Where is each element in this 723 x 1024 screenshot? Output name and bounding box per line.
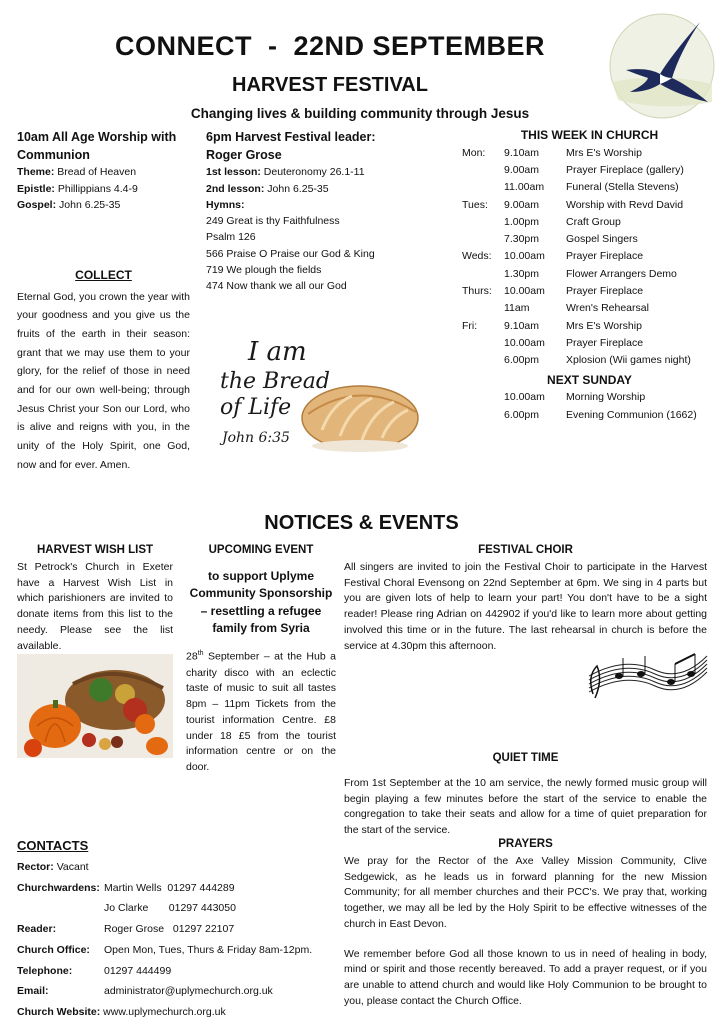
harvest-image	[17, 654, 173, 758]
morning-service	[17, 128, 195, 213]
week-row	[462, 266, 717, 283]
week-time: 9.10am	[504, 146, 540, 159]
week-day	[462, 266, 504, 283]
hymn-item: 566 Praise O Praise our God & King	[206, 247, 375, 260]
next-sunday-schedule	[462, 389, 717, 424]
hymn-item: 249 Great is thy Faithfulness	[206, 215, 340, 228]
prayers	[344, 836, 707, 1010]
week-day: Mon:	[462, 146, 486, 159]
week-row	[462, 300, 717, 317]
week-time: 6.00pm	[504, 354, 540, 367]
week-time: 1.00pm	[504, 215, 540, 228]
upcoming-text: 28th September – at the Hub a charity disco with an eclectic taste of music to suit all tastes 8pm – 11pm Tickets from the tourist information Centre. £8 under 18 £5 from the tourist information centre or on the door.	[186, 650, 336, 774]
contact-office: Church Office: Open Mon, Tues, Thurs & Friday 8am-12pm.	[17, 943, 313, 956]
morning-title: 10am All Age Worship with Communion	[17, 130, 177, 163]
week-time: 10.00am	[504, 337, 545, 350]
week-event: Prayer Fireplace (gallery)	[566, 163, 684, 176]
week-event: Wren's Rehearsal	[566, 302, 649, 315]
gospel-line: Gospel: John 6.25-35	[17, 198, 121, 211]
contact-reader: Reader: Roger Grose 01297 22107	[17, 923, 235, 936]
week-row	[462, 162, 717, 179]
tagline: Changing lives & building community through Jesus	[190, 106, 530, 121]
quiet-title: QUIET TIME	[492, 752, 559, 764]
second-lesson: 2nd lesson: John 6.25-35	[206, 182, 329, 195]
this-week	[462, 126, 717, 424]
next-time: 10.00am	[504, 391, 545, 404]
hymns-label: Hymns:	[206, 198, 245, 211]
week-day	[462, 179, 504, 196]
week-row	[462, 335, 717, 352]
week-row	[462, 352, 717, 369]
page-title: CONNECT - 22ND SEPTEMBER	[114, 31, 546, 61]
hymn-item: 719 We plough the fields	[206, 263, 322, 276]
contact-telephone: Telephone: 01297 444499	[17, 964, 172, 977]
upcoming-event	[186, 542, 336, 776]
contact-website: Church Website: www.uplymechurch.org.uk	[17, 1006, 226, 1019]
week-day: Thurs:	[462, 285, 492, 298]
week-time: 10.00am	[504, 285, 545, 298]
week-event: Prayer Fireplace	[566, 285, 644, 298]
epistle-line: Epistle: Phillippians 4.4-9	[17, 182, 138, 195]
next-event: Evening Communion (1662)	[566, 408, 697, 421]
evening-title: 6pm Harvest Festival leader: Roger Grose	[206, 130, 376, 163]
collect-title: COLLECT	[75, 268, 132, 282]
swallow-logo	[608, 12, 716, 120]
notices-title: NOTICES & EVENTS	[264, 512, 459, 534]
contacts-title: CONTACTS	[17, 838, 89, 853]
week-row	[462, 283, 717, 300]
page-subtitle: HARVEST FESTIVAL	[232, 74, 428, 96]
week-row	[462, 214, 717, 231]
week-time: 1.30pm	[504, 267, 540, 280]
week-event: Prayer Fireplace	[566, 250, 644, 263]
bread-text-line3: of Life	[220, 395, 292, 420]
contacts	[17, 836, 337, 1023]
prayers-text-1: We pray for the Rector of the Axe Valley Mission Community, Clive Sedgewick, as he leads us in forward planning for the new Mission Community; for all member churches and their PCC's. We pray that, working together, we may all be led by the Holy Spirit to be effective witnesses of the church in East Devon.	[344, 854, 707, 930]
week-day	[462, 335, 504, 352]
bread-text-line1: I am	[248, 337, 307, 367]
website-link[interactable]: www.uplymechurch.org.uk	[103, 1006, 226, 1019]
prayers-title: PRAYERS	[498, 838, 553, 850]
contact-warden-2: Jo Clarke 01297 443050	[104, 902, 236, 915]
week-row	[462, 197, 717, 214]
week-row	[462, 231, 717, 248]
week-day	[462, 352, 504, 369]
week-event: Prayer Fireplace	[566, 337, 644, 350]
hymn-item: 474 Now thank we all our God	[206, 280, 347, 293]
week-day	[462, 231, 504, 248]
wish-text: St Petrock's Church in Exeter have a Harvest Wish List in which parishioners are invited to donate items from this list to the needy. Please see the list available.	[17, 560, 173, 652]
week-time: 7.30pm	[504, 233, 540, 246]
quiet-time	[344, 750, 707, 839]
contact-rector: Rector: Vacant	[17, 860, 89, 873]
wish-title: HARVEST WISH LIST	[36, 544, 154, 556]
email-link[interactable]: administrator@uplymechurch.org.uk	[104, 985, 273, 998]
week-time: 9.10am	[504, 319, 540, 332]
week-event: Worship with Revd David	[566, 198, 684, 211]
week-schedule	[462, 145, 717, 370]
week-day: Weds:	[462, 250, 492, 263]
next-event: Morning Worship	[566, 391, 646, 404]
week-event: Gospel Singers	[566, 233, 638, 246]
next-sunday-row	[462, 389, 717, 406]
week-time: 11.00am	[504, 181, 545, 194]
choir-text: All singers are invited to join the Festival Choir to participate in the Harvest Festival Choral Evensong on 22nd September at 6pm. We sing in 4 parts but you are given lots of help to learn your part! You don't have to be a sight reader! Please ring Adrian on 442902 if you'd like to learn more about getting involved this time or in the future. The last rehearsal in church is before the service at 4.30pm this afternoon.	[344, 560, 707, 652]
contact-email: Email: administrator@uplymechurch.org.uk	[17, 981, 337, 1002]
week-day: Tues:	[462, 198, 488, 211]
week-row	[462, 145, 717, 162]
week-day	[462, 162, 504, 179]
next-time: 6.00pm	[504, 408, 540, 421]
wish-list	[17, 542, 173, 654]
week-event: Mrs E's Worship	[566, 146, 642, 159]
week-day: Fri:	[462, 319, 478, 332]
header	[60, 26, 600, 68]
week-event: Mrs E's Worship	[566, 319, 642, 332]
upcoming-headline: to support Uplyme Community Sponsorship – resettling a refugee family from Syria	[189, 568, 333, 635]
week-event: Xplosion (Wii games night)	[566, 354, 691, 367]
upcoming-title: UPCOMING EVENT	[208, 544, 314, 556]
music-notes-icon	[585, 636, 710, 706]
week-row	[462, 318, 717, 335]
bread-text-ref: John 6:35	[222, 430, 290, 446]
collect-text: Eternal God, you crown the year with your goodness and you give us the fruits of the earth in their season: grant that we may use them to your glory, for the relief of those in need and for our own well-being; through Jesus Christ your Son our Lord, who is alive and reigns with you, in the unity of the Holy Spirit, one God, now and for ever. Amen.	[17, 290, 190, 471]
week-time: 9.00am	[504, 163, 540, 176]
week-time: 10.00am	[504, 250, 545, 263]
contact-wardens: Churchwardens: Martin Wells 01297 444289	[17, 881, 235, 894]
week-event: Funeral (Stella Stevens)	[566, 181, 679, 194]
week-day	[462, 214, 504, 231]
week-event: Flower Arrangers Demo	[566, 267, 677, 280]
collect	[17, 266, 190, 474]
first-lesson: 1st lesson: Deuteronomy 26.1-11	[206, 166, 365, 179]
bread-text-line2: the Bread	[220, 369, 330, 394]
prayers-text-2: We remember before God all those known to us in need of healing in body, mind or spirit and those recently bereaved. To add a prayer request, or if you are unable to attend church and would like Holy Communion to be brought to you, please contact the Church Office.	[344, 947, 707, 1007]
week-row	[462, 179, 717, 196]
week-time: 11am	[504, 302, 530, 315]
theme-line: Theme: Bread of Heaven	[17, 166, 137, 179]
choir-title: FESTIVAL CHOIR	[478, 544, 573, 556]
hymn-item: Psalm 126	[206, 231, 256, 244]
next-sunday-title: NEXT SUNDAY	[547, 372, 632, 387]
week-event: Craft Group	[566, 215, 621, 228]
evening-service	[206, 128, 386, 294]
next-sunday-row	[462, 407, 717, 424]
week-title: THIS WEEK IN CHURCH	[520, 128, 659, 142]
quiet-text: From 1st September at the 10 am service, the newly formed music group will begin playing a few minutes before the start of the service to enable the congregation to take their seats and allow for a time of quiet preparation for the start of the service.	[344, 776, 707, 837]
bread-of-life-image	[212, 330, 437, 458]
week-day	[462, 300, 504, 317]
week-time: 9.00am	[504, 198, 540, 211]
week-row	[462, 248, 717, 265]
